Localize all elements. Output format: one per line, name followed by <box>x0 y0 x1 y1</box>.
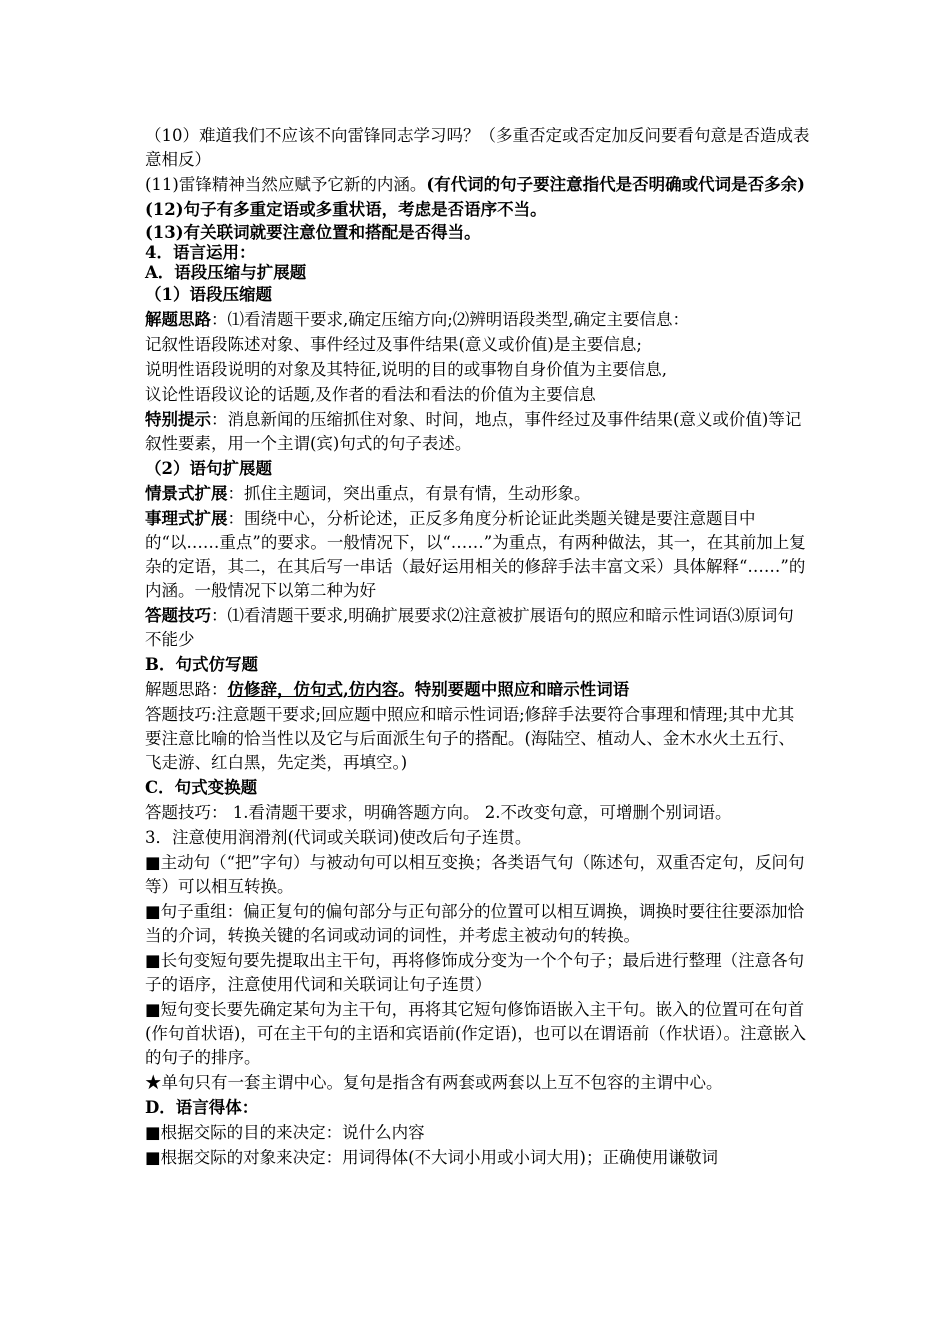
c-star-note: ★单句只有一套主谓中心。复句是指含有两套或两套以上互不包容的主谓中心。 <box>145 1073 723 1092</box>
c-answer-tips: 答题技巧： 1.看清题干要求，明确答题方向。 2.不改变句意，可增删个别词语。 <box>145 803 732 822</box>
c-long-to-short: ■长句变短句要先提取出主干句，再将修饰成分变为一个个句子；最后进行整理（注意各句子的语序，注意使用代词和关联词让句子连贯） <box>145 951 805 994</box>
item-11: (11)雷锋精神当然应赋予它新的内涵。(有代词的句子要注意指代是否明确或代词是否多余) <box>145 175 805 194</box>
section-b-heading: B．句式仿写题 <box>145 655 258 674</box>
d-audience: ■根据交际的对象来决定：用词得体(不大词小用或小词大用)；正确使用谦敬词 <box>145 1148 718 1167</box>
a2-reasoning-expansion: 事理式扩展：围绕中心，分析论述，正反多角度分析论证此类题关键是要注意题目中的“以……重点”的要求。一般情况下，以“……”为重点，有两种做法，其一，在其前加上复杂的定语，其二，在其后写一串话（最好运用相关的修辞手法丰富文采）具体解释“……”的内涵。一般情况下以第二种为好 <box>145 509 806 600</box>
subsection-a1-heading: （1）语段压缩题 <box>145 285 272 304</box>
a2-answer-tips: 答题技巧：⑴看清题干要求,明确扩展要求⑵注意被扩展语句的照应和暗示性词语⑶原词句不能少 <box>145 606 794 649</box>
item-12: (12)句子有多重定语或多重状语，考虑是否语序不当。 <box>145 200 547 219</box>
a2-scenic-expansion: 情景式扩展：抓住主题词，突出重点，有景有情，生动形象。 <box>145 484 591 503</box>
b-approach: 解题思路：仿修辞，仿句式,仿内容。特别要题中照应和暗示性词语 <box>145 680 630 699</box>
d-purpose: ■根据交际的目的来决定：说什么内容 <box>145 1123 425 1142</box>
a1-special-note: 特别提示：消息新闻的压缩抓住对象、时间，地点，事件经过及事件结果(意义或价值)等记叙性要素，用一个主谓(宾)句式的句子表述。 <box>145 410 802 453</box>
a1-argumentative: 议论性语段议论的话题,及作者的看法和看法的价值为主要信息 <box>145 385 596 404</box>
a1-narrative: 记叙性语段陈述对象、事件经过及事件结果(意义或价值)是主要信息; <box>145 335 642 354</box>
a1-expository: 说明性语段说明的对象及其特征,说明的目的或事物自身价值为主要信息, <box>145 360 667 379</box>
c-short-to-long: ■短句变长要先确定某句为主干句，再将其它短句修饰语嵌入主干句。嵌入的位置可在句首(作句首状语)，可在主干句的主语和宾语前(作定语)，也可以在谓语前（作状语）。注意嵌入的句子的排序。 <box>145 1000 806 1067</box>
section-d-heading: D．语言得体： <box>145 1098 259 1117</box>
item-13: (13)有关联词就要注意位置和搭配是否得当。 <box>145 223 481 242</box>
section-a-heading: A．语段压缩与扩展题 <box>145 263 307 282</box>
document-page <box>145 124 810 1171</box>
a1-approach: 解题思路：⑴看清题干要求,确定压缩方向;⑵辨明语段类型,确定主要信息： <box>145 310 690 329</box>
c-point-3: 3．注意使用润滑剂(代词或关联词)使改后句子连贯。 <box>145 828 532 847</box>
section-4-heading: 4．语言运用： <box>145 243 256 262</box>
section-c-heading: C．句式变换题 <box>145 778 258 797</box>
c-restructure: ■句子重组：偏正复句的偏句部分与正句部分的位置可以相互调换，调换时要往往要添加恰当的介词，转换关键的名词或动词的词性，并考虑主被动句的转换。 <box>145 902 805 945</box>
subsection-a2-heading: （2）语句扩展题 <box>145 459 272 478</box>
b-answer-tips: 答题技巧:注意题干要求;回应题中照应和暗示性词语;修辞手法要符合事理和情理;其中尤其要注意比喻的恰当性以及它与后面派生句子的搭配。(海陆空、植动人、金木水火土五行、飞走游、红白黑，先定类，再填空。) <box>145 705 795 772</box>
item-10: （10）难道我们不应该不向雷锋同志学习吗？（多重否定或否定加反问要看句意是否造成表意相反） <box>145 126 810 169</box>
c-active-passive: ■主动句（“把”字句）与被动句可以相互变换；各类语气句（陈述句，双重否定句，反问句等）可以相互转换。 <box>145 853 805 896</box>
